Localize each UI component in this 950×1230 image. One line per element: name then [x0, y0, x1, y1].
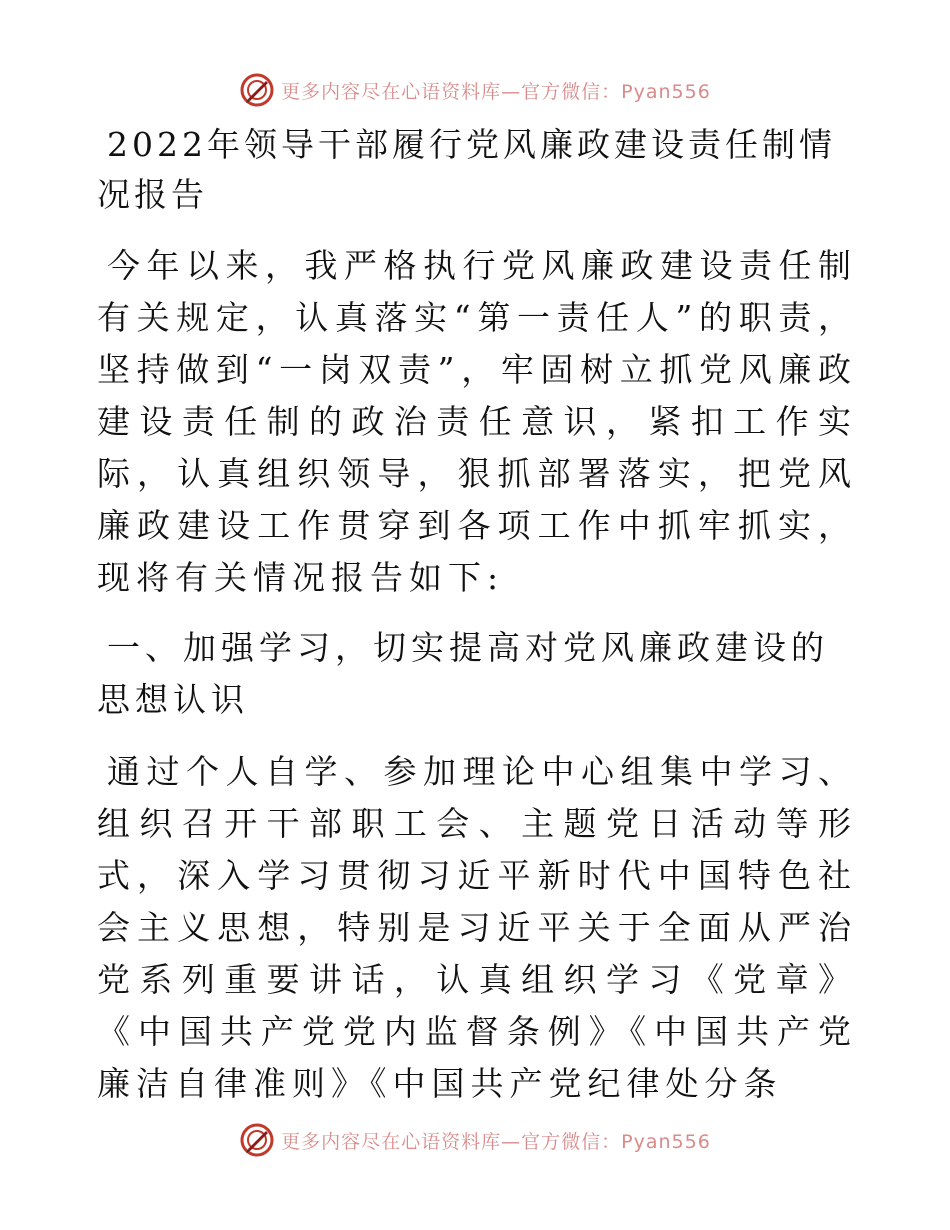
pen-logo-icon — [239, 72, 275, 108]
document-title: 2022年领导干部履行党风廉政建设责任制情况报告 — [97, 125, 836, 214]
watermark-text: 更多内容尽在心语资料库—官方微信：Pyan556 — [281, 1130, 711, 1153]
pen-logo-icon — [239, 1122, 275, 1158]
intro-paragraph: 今年以来，我严格执行党风廉政建设责任制有关规定，认真落实“第一责任人”的职责，坚持做到“一岗双责”，牢固树立抓党风廉政建设责任制的政治责任意识，紧扣工作实际，认真组织领导，狠抓部署落实，把党风廉政建设工作贯穿到各项工作中抓牢抓实，现将有关情况报告如下: — [97, 246, 857, 597]
section-heading: 一、加强学习，切实提高对党风廉政建设的思想认识 — [97, 628, 829, 719]
watermark-text: 更多内容尽在心语资料库—官方微信：Pyan556 — [281, 80, 711, 103]
section-paragraph: 通过个人自学、参加理论中心组集中学习、组织召开干部职工会、主题党日活动等形式，深入学习贯彻习近平新时代中国特色社会主义思想，特别是习近平关于全面从严治党系列重要讲话，认真组织学习《党章》《中国共产党党内监督条例》《中国共产党廉洁自律准则》《中国共产党纪律处分条 — [97, 752, 857, 1103]
document-body — [97, 120, 857, 1110]
watermark-footer — [0, 1120, 950, 1160]
watermark-header — [0, 70, 950, 110]
